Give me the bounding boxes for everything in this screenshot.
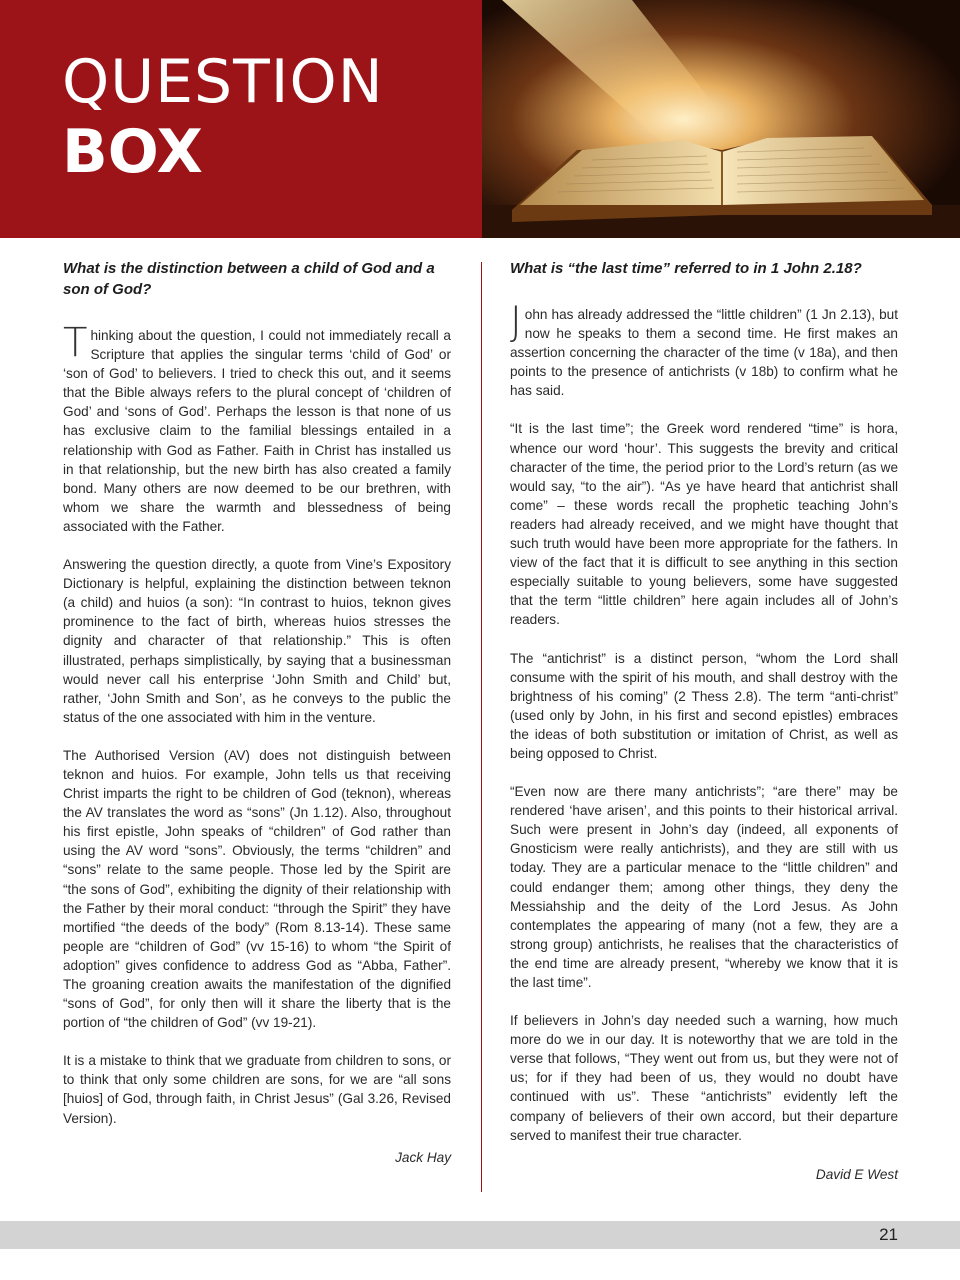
open-bible-illustration xyxy=(482,0,960,238)
left-author: Jack Hay xyxy=(395,1149,451,1165)
left-dropcap: T xyxy=(63,320,88,366)
right-column-article xyxy=(510,258,898,1184)
right-dropcap: J xyxy=(510,299,522,345)
header xyxy=(0,0,960,238)
right-paragraph-4: “Even now are there many antichrists”; “are there” may be rendered ‘have arisen’, and this points to their historical arrival. Such were present in John’s day (indeed, all exponents of Gnosticism were really antichrists), and they are still with us today. They are a particular menace to the “little children” and could endanger them; among other things, they deny the Messiahship and the deity of the Lord Jesus. As John contemplates the appearing of many (not a few, they are a strong group) antichrists, he realises that the characteristics of the end time are already present, “whereby we know that it is the last time”. xyxy=(510,784,898,990)
page-footer xyxy=(0,1221,960,1249)
left-paragraph-1 xyxy=(63,320,451,536)
left-paragraph-4: It is a mistake to think that we graduate from children to sons, or to think that only some children are sons, for we are “all sons [huios] of God, through faith, in Christ Jesus” (Gal 3.26, Revised Version). xyxy=(63,1053,451,1126)
right-paragraph-3: The “antichrist” is a distinct person, “whom the Lord shall consume with the spirit of his mouth, and shall destroy with the brightness of his coming” (2 Thess 2.8). The term “anti-christ” (used only by John, in his first and second epistles) embraces the ideas of both substitution or imitation of Christ, as well as being opposed to Christ. xyxy=(510,650,898,761)
right-author: David E West xyxy=(815,1166,898,1182)
page-number: 21 xyxy=(879,1225,898,1244)
right-paragraph-5: If believers in John’s day needed such a warning, how much more do we in our day. It is noteworthy that we are told in the verse that follows, “They went out from us, but they were not of us; for if they had been of us, they would no doubt have continued with us”. These “antichrists” evidently left the company of believers of their own accord, but their departure served to manifest their true character. xyxy=(510,1013,898,1143)
title-box: BOX xyxy=(62,117,203,187)
right-paragraph-1-text: ohn has already addressed the “little children” (1 Jn 2.13), but now he speaks to them a second time. He first makes an assertion concerning the character of the time (v 18a), and then points to the presence of antichrists (v 18b) to confirm what he has said. xyxy=(510,307,898,399)
right-question-heading: What is “the last time” referred to in 1 John 2.18? xyxy=(510,260,862,277)
right-paragraph-2: “It is the last time”; the Greek word rendered “time” is hora, whence our word ‘hour’. This suggests the brevity and critical character of the time, the period prior to the Lord’s return (as we would say, “to the air”). “As ye have heard that antichrist shall come” – these words recall the prophetic teaching John’s readers had already received, and we might have thought that such truth would have been more appropriate for the fathers. In view of the fact that it is difficult to see anything in this section especially suitable to young believers, some have suggested that the term “little children” here again includes all of John’s readers. xyxy=(510,421,898,628)
left-paragraph-2: Answering the question directly, a quote from Vine’s Expository Dictionary is helpful, explaining the distinction between teknon (a child) and huios (a son): “In contrast to huios, teknon gives prominence to the fact of birth, whereas huios stresses the dignity and character of that relationship.” This is often illustrated, perhaps simplistically, by saying that a businessman would never call his enterprise ‘John Smith and Child’ but, rather, ‘John Smith and Son’, as he conveys to the public the status of the one associated with him in the venture. xyxy=(63,557,451,725)
column-divider xyxy=(481,262,482,1192)
left-question-heading: What is the distinction between a child of God and a son of God? xyxy=(63,260,435,298)
left-column-article xyxy=(63,258,451,1167)
title-question: QUESTION xyxy=(62,47,384,117)
right-paragraph-1 xyxy=(510,299,898,400)
left-paragraph-3: The Authorised Version (AV) does not distinguish between teknon and huios. For example, John tells us that receiving Christ imparts the right to be children of God (teknon), whereas the AV translates the word as “sons” (Jn 1.12). Also, throughout his first epistle, John speaks of “children” of God rather than using the AV word “sons”. Obviously, the terms “children” and “sons” relate to the same people. Those led by the Spirit are “the sons of God”, exhibiting the dignity of their relationship with the Father by their moral conduct: “through the Spirit” they have mortified “the deeds of the body” (Rom 8.13-14). These same people are “children of God” (vv 15-16) to whom “the Spirit of adoption” gives confidence to address God as “Abba, Father”. The groaning creation awaits the manifestation of the dignified “sons of God”, for only then will it share the liberty that is the portion of “the children of God” (vv 19-21). xyxy=(63,747,451,1031)
header-title-panel xyxy=(0,0,482,238)
left-paragraph-1-text: hinking about the question, I could not immediately recall a Scripture that applies the singular terms ‘child of God’ or ‘son of God’ to believers. I tried to check this out, and it seems that the Bible always refers to the plural concept of ‘children of God’ and ‘sons of God’. Perhaps the lesson is that none of us has exclusive claim to the familial blessings entailed in a relationship with God as Father. Faith in Christ has installed us in that relationship, but the new birth has also created a family bond. Many others are now deemed to be our brethren, with whom we share the warmth and blessedness of being associated with the Father. xyxy=(63,328,451,534)
